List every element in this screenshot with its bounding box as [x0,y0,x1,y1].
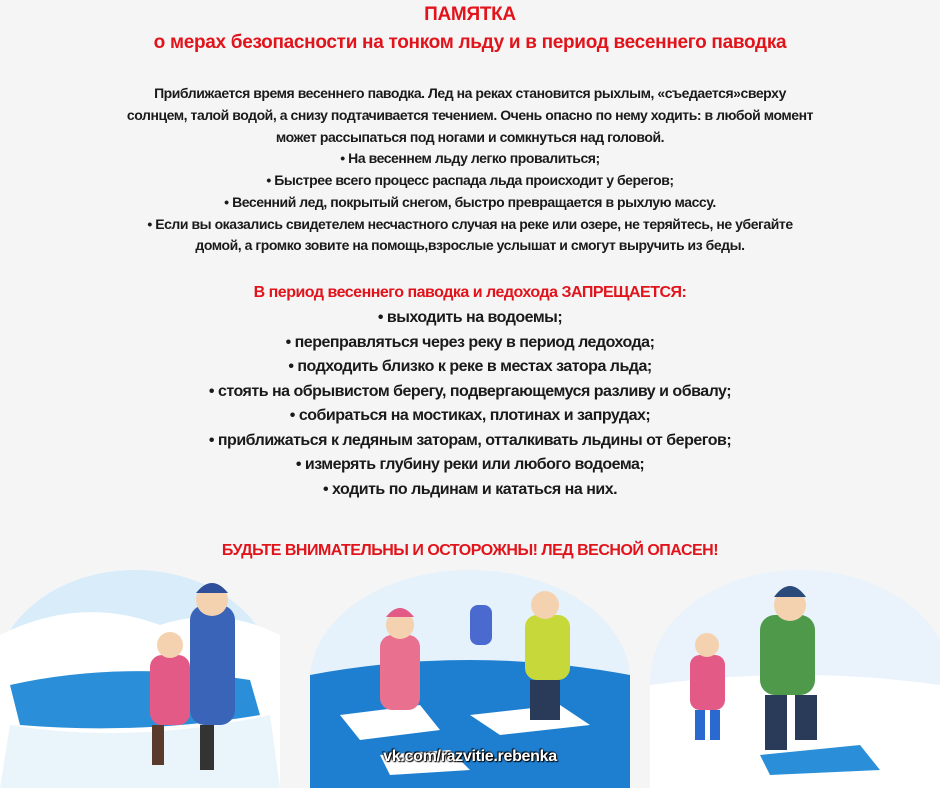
prohibited-item: • выходить на водоемы; [377,309,563,326]
warning-text: БУДЬТЕ ВНИМАТЕЛЬНЫ И ОСТОРОЖНЫ! ЛЕД ВЕСНОЙ ОПАСЕН! [221,542,719,559]
title: ПАМЯТКА [424,4,516,25]
prohibited-item: • приближаться к ледяным заторам, отталкивать льдины от берегов; [208,432,732,449]
prohibited-item: • ходить по льдинам и кататься на них. [322,481,618,498]
prohibited-item: • переправляться через реку в период ледохода; [285,334,655,351]
intro-line: • Быстрее всего процесс распада льда происходит у берегов; [266,172,674,188]
subtitle: о мерах безопасности на тонком льду и в период весеннего паводка [153,32,787,53]
intro-line: может рассыпаться под ногами и сомкнуться над головой. [275,129,665,145]
prohibited-heading: В период весеннего паводка и ледохода ЗАПРЕЩАЕТСЯ: [253,284,687,301]
prohibited-item: • измерять глубину реки или любого водоема; [295,456,645,473]
intro-line: • На весеннем льду легко провалиться; [340,150,600,166]
intro-line: • Весенний лед, покрытый снегом, быстро превращается в рыхлую массу. [224,194,716,210]
intro-line: солнцем, талой водой, а снизу подтачивается течением. Очень опасно по нему ходить: в любой момент [126,107,814,123]
intro-line: Приближается время весеннего паводка. Лед на реках становится рыхлым, «съедается»сверху [154,85,786,101]
watermark: vk.com/razvitie.rebenka [383,748,557,765]
prohibited-item: • собираться на мостиках, плотинах и запрудах; [289,407,651,424]
intro-line: домой, а громко зовите на помощь,взрослые услышат и смогут выручить из беды. [195,237,745,253]
prohibited-item: • стоять на обрывистом берегу, подвергающемуся разливу и обвалу; [208,383,732,400]
prohibited-item: • подходить близко к реке в местах затора льда; [288,358,652,375]
intro-line: • Если вы оказались свидетелем несчастного случая на реке или озере, не теряйтесь, не убегайте [147,216,793,232]
